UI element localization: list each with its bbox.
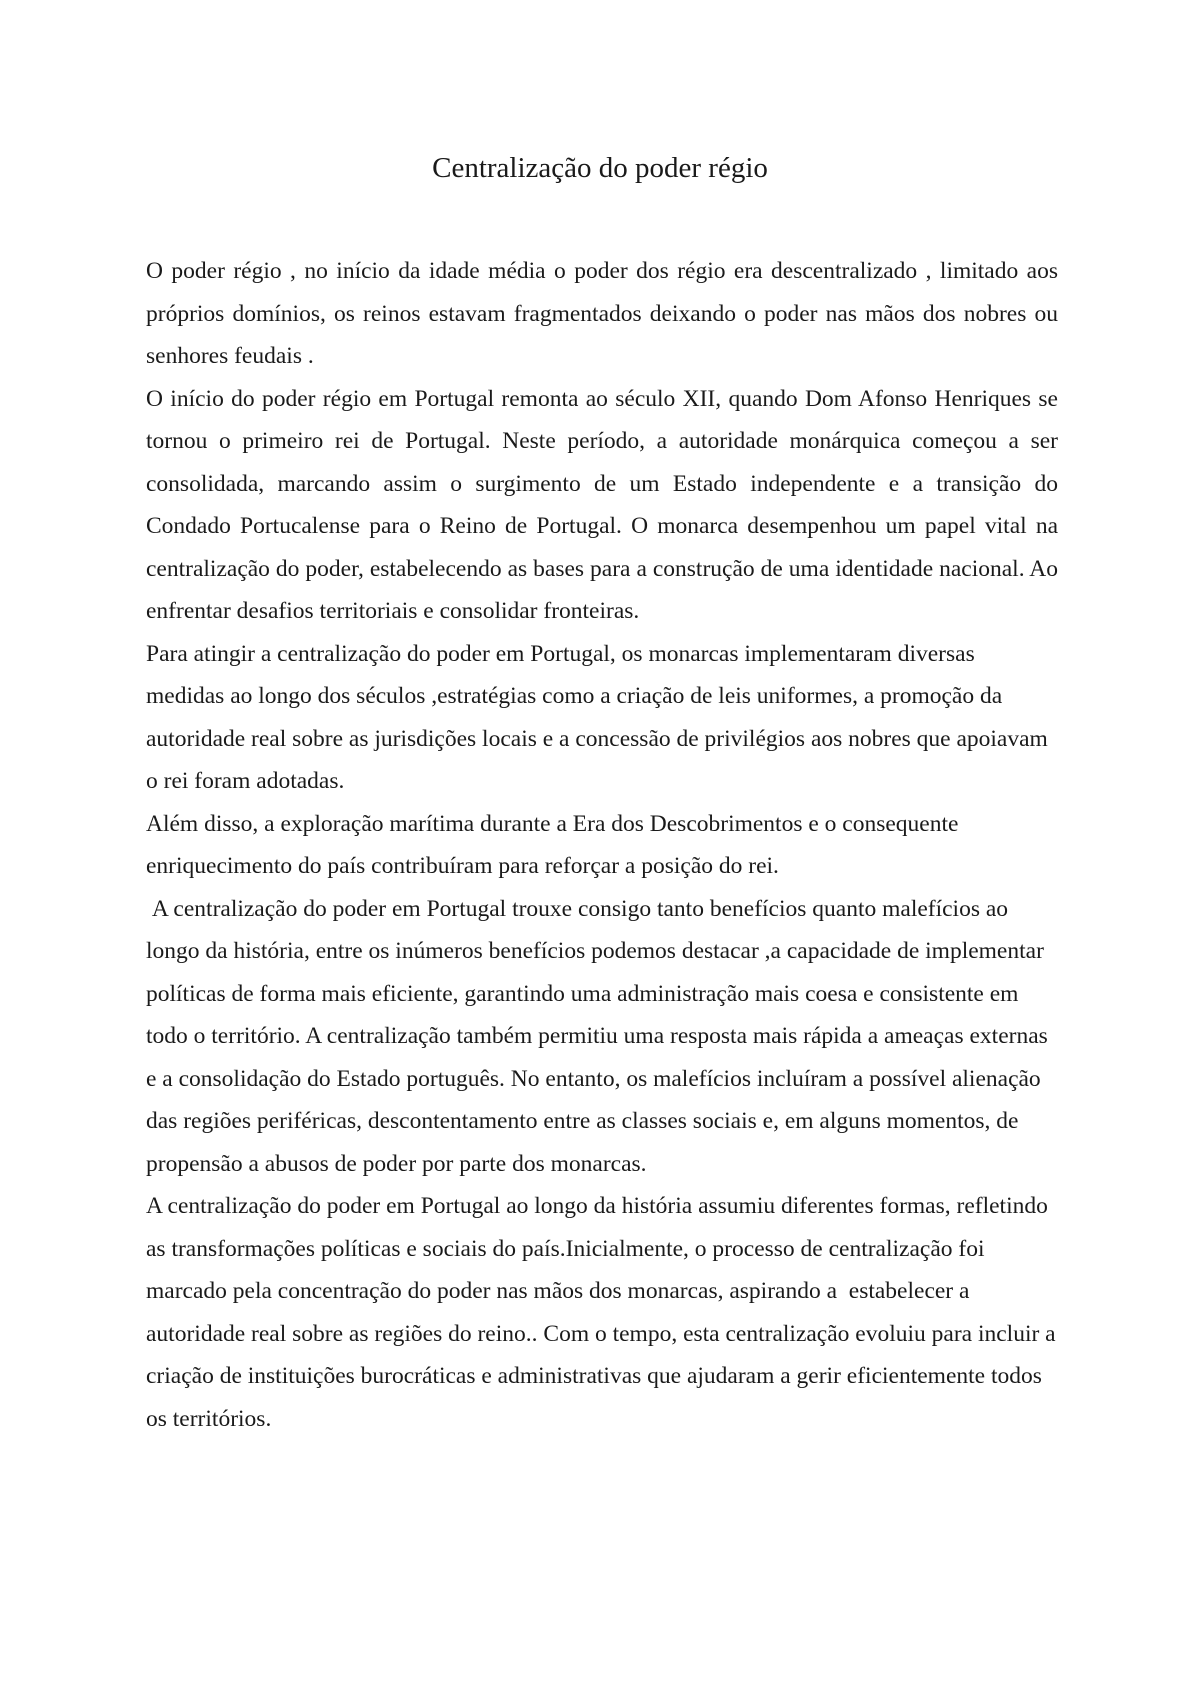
document-title: Centralização do poder régio — [432, 152, 768, 184]
paragraph-measures: Para atingir a centralização do poder em Portugal, os monarcas implementaram diversas medidas ao longo dos séculos ,estratégias como a criação de leis uniformes, a promoção da autoridade real sobre as jurisdições locais e a concessão de privilégios aos nobres que apoiavam o rei foram adotadas. — [146, 640, 1048, 794]
paragraph-intro: O poder régio , no início da idade média o poder dos régio era descentralizado , limitado aos próprios domínios, os reinos estavam fragmentados deixando o poder nas mãos dos nobres ou senhores feudais . — [146, 258, 1058, 369]
paragraph-discoveries: Além disso, a exploração marítima durante a Era dos Descobrimentos e o consequente enriquecimento do país contribuíram para reforçar a posição do rei. — [146, 810, 965, 879]
paragraph-benefits: A centralização do poder em Portugal trouxe consigo tanto benefícios quanto malefícios ao longo da história, entre os inúmeros benefícios podemos destacar ,a capacidade de implementar políticas de forma mais eficiente, garantindo uma administração mais coesa e consistente em todo o território. A centralização também permitiu uma resposta mais rápida a ameaças externas e a consolidação do Estado português. No entanto, os malefícios incluíram a possível alienação das regiões periféricas, descontentamento entre as classes sociais e, em alguns momentos, de propensão a abusos de poder por parte dos monarcas. — [146, 895, 1054, 1177]
paragraph-evolution: A centralização do poder em Portugal ao longo da história assumiu diferentes formas, refletindo as transformações políticas e sociais do país.Inicialmente, o processo de centralização foi marcado pela concentração do poder nas mãos dos monarcas, aspirando a estabelecer a autoridade real sobre as regiões do reino.. Com o tempo, esta centralização evoluiu para incluir a criação de instituições burocráticas e administrativas que ajudaram a gerir eficientemente todos os territórios. — [146, 1193, 1062, 1432]
paragraph-origin: O início do poder régio em Portugal remonta ao século XII, quando Dom Afonso Henriques se tornou o primeiro rei de Portugal. Neste período, a autoridade monárquica começou a ser consolidada, marcando assim o surgimento de um Estado independente e a transição do Condado Portucalense para o Reino de Portugal. O monarca desempenhou um papel vital na centralização do poder, estabelecendo as bases para a construção de uma identidade nacional. Ao enfrentar desafios territoriais e consolidar fronteiras. — [146, 385, 1058, 624]
document-body — [146, 250, 1062, 1440]
